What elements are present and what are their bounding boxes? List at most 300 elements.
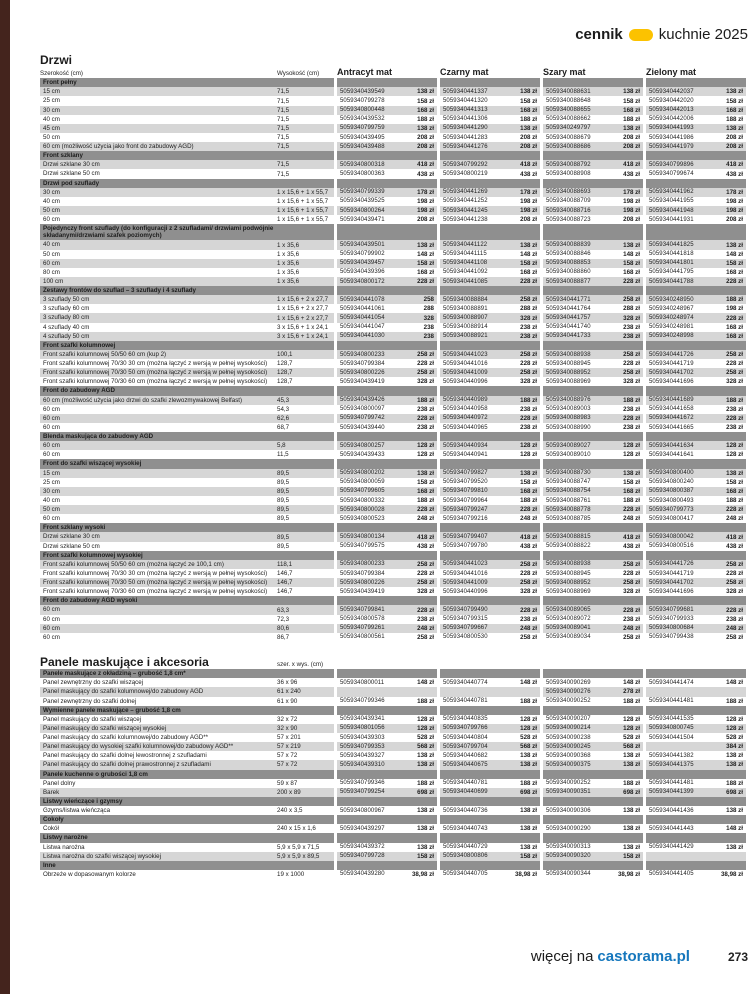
product-code: 5059340440781	[443, 780, 488, 787]
section-header-spacer	[646, 551, 746, 560]
product-price: 138 zł	[417, 752, 434, 760]
product-code: 5059340442020	[649, 98, 694, 104]
price-cell-zielony	[646, 414, 746, 423]
section-header-label: Blenda maskująca do zabudowy AGD	[43, 433, 154, 441]
price-cell-antracyt	[337, 615, 437, 624]
price-cell-antracyt	[337, 169, 437, 178]
product-price: 128 zł	[726, 451, 743, 459]
price-cell-antracyt	[337, 96, 437, 105]
product-code: 5059340090368	[546, 752, 591, 759]
price-cell-antracyt	[337, 197, 437, 206]
product-price: 208 zł	[623, 134, 640, 141]
section-header-spacer	[337, 386, 437, 395]
price-cell-szary	[543, 450, 643, 459]
product-cell	[40, 405, 334, 414]
product-code: 5059340440729	[443, 844, 488, 851]
product-name: 60 cm	[43, 216, 60, 224]
price-cell-zielony	[646, 788, 746, 797]
product-code: 5059340441290	[443, 125, 488, 132]
product-code: 5059340800417	[649, 515, 694, 522]
product-price: 178 zł	[726, 188, 743, 196]
product-price: 168 zł	[520, 106, 537, 114]
product-code: 5059340089072	[546, 616, 591, 623]
table-row	[40, 405, 748, 414]
product-price: 128 zł	[417, 442, 434, 450]
table-row	[40, 160, 748, 169]
product-code: 5059340441108	[443, 260, 488, 267]
product-code: 5059340440972	[443, 415, 488, 422]
product-code: 5059340090344	[546, 871, 591, 878]
section-header-spacer	[440, 459, 540, 468]
section-header-spacer	[646, 523, 746, 532]
product-size: 100,1	[277, 351, 293, 358]
product-code: 5059340800233	[340, 561, 385, 568]
section-header-cell	[40, 797, 334, 806]
price-cell-zielony	[646, 268, 746, 277]
section-header-spacer	[543, 432, 643, 441]
product-code: 5059340799605	[340, 488, 385, 495]
price-cell-szary	[543, 142, 643, 151]
product-price: 128 zł	[520, 715, 537, 723]
product-code: 5059340088648	[546, 98, 591, 104]
product-name: Panel maskujący do szafki wiszącej	[43, 715, 142, 723]
section-header-spacer	[440, 179, 540, 188]
product-price: 168 zł	[623, 106, 640, 114]
product-price: 138 zł	[520, 88, 537, 96]
product-code: 5059340439327	[340, 752, 385, 759]
product-code: 5059340799896	[649, 161, 694, 168]
price-cell-szary	[543, 188, 643, 197]
product-cell	[40, 742, 334, 751]
price-cell-czarny	[440, 569, 540, 578]
product-price: 258 zł	[726, 579, 743, 587]
product-code: 5059340800530	[443, 634, 488, 641]
price-cell-antracyt	[337, 742, 437, 751]
product-code: 5059340440699	[443, 789, 488, 796]
product-price: 188 zł	[726, 497, 743, 504]
section-header-spacer	[543, 551, 643, 560]
product-code: 5059340441788	[649, 278, 694, 285]
product-code: 5059340441641	[649, 451, 694, 458]
product-cell	[40, 578, 334, 587]
product-name: 80 cm	[43, 268, 60, 276]
product-price: 168 zł	[520, 268, 537, 276]
product-code: 5059340088839	[546, 242, 591, 248]
product-price: 138 zł	[726, 124, 743, 132]
price-cell-szary	[543, 124, 643, 133]
product-size: 89,5	[277, 469, 290, 477]
price-cell-czarny	[440, 633, 540, 642]
product-name: Panel maskujący do szafki dolnej prawostronnej z szufladami	[43, 761, 211, 769]
product-code: 5059340800219	[443, 171, 488, 177]
product-code: 5059340799278	[340, 98, 385, 104]
section-header-spacer	[646, 861, 746, 870]
table-row	[40, 133, 748, 142]
product-price: 698 zł	[417, 788, 434, 796]
product-price: 248 zł	[520, 515, 537, 523]
section-header-spacer	[646, 833, 746, 842]
price-cell-zielony	[646, 313, 746, 322]
section-header-cell	[40, 669, 334, 678]
product-code: 5059340088945	[546, 570, 591, 577]
product-code: 5059340800363	[340, 171, 385, 177]
section-header-spacer	[543, 386, 643, 395]
product-code: 5059340088976	[546, 397, 591, 404]
product-price: 238 zł	[520, 405, 537, 413]
product-price: 138 zł	[417, 88, 434, 96]
price-cell-szary	[543, 332, 643, 341]
product-code: 5059340090320	[546, 853, 591, 860]
product-name: Panel dolny	[43, 779, 76, 787]
price-cell-czarny	[440, 514, 540, 523]
product-size: 146,7	[277, 579, 293, 587]
price-cell-czarny	[440, 788, 540, 797]
section-header-spacer	[543, 669, 643, 678]
product-code: 5059340439501	[340, 242, 385, 248]
product-price: 248 zł	[623, 624, 640, 632]
price-cell-czarny	[440, 806, 540, 815]
product-name: Panel zewnętrzny do szafki wiszącej	[43, 679, 144, 687]
price-cell-antracyt	[337, 715, 437, 724]
product-code: 5059340441375	[649, 761, 694, 768]
product-code: 5059340800059	[340, 479, 385, 486]
product-price: 138 zł	[726, 469, 743, 477]
price-cell-antracyt	[337, 587, 437, 596]
product-price: 148 zł	[417, 679, 434, 687]
product-price: 158 zł	[623, 852, 640, 860]
price-cell-szary	[543, 405, 643, 414]
product-code: 5059340088716	[546, 207, 591, 214]
section-header-spacer	[337, 833, 437, 842]
product-price: 228 zł	[417, 278, 434, 285]
product-code: 5059340800578	[340, 616, 385, 623]
product-size: 61 x 240	[277, 688, 301, 696]
price-cell-zielony	[646, 450, 746, 459]
price-cell-zielony	[646, 96, 746, 105]
product-code: 5059340088969	[546, 378, 591, 385]
product-cell	[40, 852, 334, 861]
product-price: 248 zł	[726, 624, 743, 632]
section-header-spacer	[337, 861, 437, 870]
product-code: 5059340799315	[443, 616, 488, 623]
product-code: 5059340442013	[649, 107, 694, 114]
section-header-cell	[40, 179, 334, 188]
table-row	[40, 779, 748, 788]
product-price: 528 zł	[520, 734, 537, 742]
product-size: 1 x 15,6 + 1 x 55,7	[277, 207, 329, 214]
price-cell-zielony	[646, 824, 746, 833]
price-tables	[40, 54, 748, 879]
product-price: 238 zł	[520, 332, 537, 340]
section-header-cell	[40, 523, 334, 532]
height-column-label: Wysokość (cm)	[277, 70, 320, 78]
product-code: 5059340088952	[546, 579, 591, 586]
product-name: Drzwi szklane 30 cm	[43, 533, 100, 541]
product-code: 5059340439457	[340, 260, 385, 267]
product-code: 5059340800172	[340, 278, 385, 285]
product-price: 328 zł	[520, 314, 537, 322]
product-price: 158 zł	[726, 478, 743, 486]
product-price: 328 zł	[726, 378, 743, 386]
product-price: 148 zł	[417, 250, 434, 258]
section-header-spacer	[337, 224, 437, 240]
section-header-label: Front do szafki wiszącej wysokiej	[43, 460, 142, 468]
table-row	[40, 487, 748, 496]
table-row	[40, 396, 748, 405]
product-cell	[40, 788, 334, 797]
price-cell-czarny	[440, 751, 540, 760]
price-cell-szary	[543, 624, 643, 633]
castorama-link[interactable]: castorama.pl	[597, 948, 690, 965]
product-price: 168 zł	[726, 268, 743, 276]
product-price: 228 zł	[417, 506, 434, 514]
table-row	[40, 678, 748, 687]
product-code: 5059340799728	[340, 853, 385, 860]
price-cell-czarny	[440, 332, 540, 341]
product-price: 208 zł	[520, 134, 537, 141]
product-price: 248 zł	[520, 624, 537, 632]
price-cell-antracyt	[337, 852, 437, 861]
product-size: 86,7	[277, 633, 290, 641]
product-name: 60 cm	[43, 606, 60, 614]
price-cell-szary	[543, 423, 643, 432]
product-cell	[40, 587, 334, 596]
price-cell-szary	[543, 377, 643, 386]
product-name: Front szafki kolumnowej 70/30 30 cm (można łączyć z wersją w pełnej wysokości)	[43, 360, 268, 368]
section-header-spacer	[646, 797, 746, 806]
product-price: 138 zł	[623, 843, 640, 851]
price-cell-szary	[543, 560, 643, 569]
product-price: 138 zł	[520, 843, 537, 851]
section-header-row	[40, 669, 748, 678]
price-cell-antracyt	[337, 469, 437, 478]
section-header-cell	[40, 432, 334, 441]
price-cell-antracyt	[337, 414, 437, 423]
product-size: 36 x 96	[277, 679, 298, 687]
product-code: 5059340440941	[443, 451, 488, 458]
product-price: 128 zł	[623, 442, 640, 450]
product-price: 258 zł	[520, 633, 537, 641]
price-cell-antracyt	[337, 560, 437, 569]
product-price: 148 zł	[726, 679, 743, 687]
product-code: 5059340439303	[340, 734, 385, 741]
product-price: 238	[423, 332, 434, 340]
section-header-row	[40, 861, 748, 870]
price-cell-czarny	[440, 724, 540, 733]
section-header-spacer	[440, 151, 540, 160]
price-cell-zielony	[646, 215, 746, 224]
table-row	[40, 359, 748, 368]
product-price: 238 zł	[623, 332, 640, 340]
section-header-cell	[40, 78, 334, 87]
product-price: 128 zł	[623, 451, 640, 459]
price-cell-szary	[543, 852, 643, 861]
product-code: 5059340439495	[340, 134, 385, 141]
product-name: 40 cm	[43, 115, 60, 123]
product-price: 438 zł	[726, 542, 743, 550]
product-code: 5059340090290	[546, 825, 591, 832]
product-code: 5059340799674	[649, 171, 694, 177]
product-code: 5059340248974	[649, 315, 694, 321]
section-header-row	[40, 833, 748, 842]
price-cell-zielony	[646, 605, 746, 614]
product-price: 178 zł	[417, 188, 434, 196]
price-cell-szary	[543, 206, 643, 215]
price-cell-zielony	[646, 852, 746, 861]
product-price: 228 zł	[520, 414, 537, 422]
product-price: 238 zł	[417, 424, 434, 431]
product-name: 45 cm	[43, 124, 60, 132]
table-row	[40, 206, 748, 215]
product-name: Listwa narożna	[43, 843, 85, 851]
price-cell-zielony	[646, 542, 746, 551]
price-cell-antracyt	[337, 313, 437, 322]
product-price: 258 zł	[726, 369, 743, 377]
section-header-label: Front szafki kolumnowej	[43, 341, 116, 349]
product-cell	[40, 87, 334, 96]
product-price: 258 zł	[623, 296, 640, 304]
product-price: 188 zł	[726, 115, 743, 123]
product-price: 258	[423, 296, 434, 304]
product-code: 5059340441962	[649, 189, 694, 196]
product-price: 138 zł	[417, 843, 434, 851]
product-price: 138 zł	[520, 761, 537, 769]
product-price: 228 zł	[726, 360, 743, 368]
product-price: 208 zł	[520, 143, 537, 151]
table-row	[40, 569, 748, 578]
product-cell	[40, 450, 334, 459]
price-cell-zielony	[646, 779, 746, 788]
section-header-spacer	[543, 286, 643, 295]
section-header-spacer	[337, 459, 437, 468]
price-cell-szary	[543, 487, 643, 496]
product-code: 5059340440996	[443, 378, 488, 385]
product-price: 158 zł	[417, 259, 434, 267]
section-header-spacer	[440, 551, 540, 560]
product-price: 208 zł	[726, 134, 743, 141]
price-cell-antracyt	[337, 687, 437, 696]
section-header-spacer	[337, 78, 437, 87]
product-code: 5059340088907	[443, 315, 488, 321]
product-size: 89,5	[277, 515, 290, 523]
product-price: 128 zł	[726, 724, 743, 732]
price-cell-czarny	[440, 377, 540, 386]
product-name: Panel maskujący do szafki kolumnowej/do zabudowy AGD	[43, 688, 204, 696]
product-price: 168 zł	[520, 487, 537, 495]
table-row	[40, 441, 748, 450]
product-name: 50 cm	[43, 133, 60, 141]
product-price: 38,98 zł	[514, 870, 537, 878]
price-cell-antracyt	[337, 697, 437, 706]
product-code: 5059340799704	[443, 743, 488, 750]
product-price: 228 zł	[520, 360, 537, 368]
product-size: 240 x 3,5	[277, 807, 303, 815]
product-code: 5059340440682	[443, 752, 488, 759]
product-price: 38,98 zł	[720, 870, 743, 878]
section-header-spacer	[337, 286, 437, 295]
product-price: 198 zł	[520, 207, 537, 214]
product-name: 4 szuflady 50 cm	[43, 332, 90, 340]
product-price: 228 zł	[726, 606, 743, 614]
product-code: 5059340090351	[546, 789, 591, 796]
price-cell-antracyt	[337, 124, 437, 133]
section-header-label: Panele maskujące z okładziną – grubość 1,8 cm*	[43, 670, 186, 678]
price-cell-zielony	[646, 742, 746, 751]
page-number: 273	[727, 949, 748, 964]
price-cell-szary	[543, 788, 643, 797]
table-row	[40, 142, 748, 151]
product-code: 5059340800332	[340, 497, 385, 504]
product-cell	[40, 304, 334, 313]
section-header-spacer	[646, 669, 746, 678]
section-header-spacer	[646, 706, 746, 715]
product-name: Drzwi szklane 50 cm	[43, 542, 100, 550]
price-cell-szary	[543, 96, 643, 105]
product-code: 5059340248967	[649, 305, 694, 312]
product-name: 40 cm	[43, 197, 60, 205]
price-cell-antracyt	[337, 542, 437, 551]
section-header-spacer	[543, 151, 643, 160]
table-row	[40, 259, 748, 268]
product-code: 5059340800400	[649, 470, 694, 477]
price-cell-czarny	[440, 313, 540, 322]
product-code: 5059340088815	[546, 534, 591, 540]
price-cell-zielony	[646, 197, 746, 206]
section-header-spacer	[543, 861, 643, 870]
product-cell	[40, 188, 334, 197]
product-cell	[40, 368, 334, 377]
product-code: 5059340441429	[649, 844, 694, 851]
product-code: 5059340441054	[340, 315, 385, 321]
section-header-row	[40, 224, 748, 240]
section-header-cell	[40, 833, 334, 842]
product-name: 3 szuflady 60 cm	[43, 305, 90, 313]
product-price: 328 zł	[623, 378, 640, 386]
product-price: 238 zł	[417, 615, 434, 623]
product-code: 5059340441740	[546, 324, 591, 331]
product-cell	[40, 806, 334, 815]
product-price: 698 zł	[623, 788, 640, 796]
product-price: 38,98 zł	[617, 870, 640, 878]
product-price: 228 zł	[623, 570, 640, 577]
price-cell-czarny	[440, 587, 540, 596]
product-code: 5059340800745	[649, 725, 694, 732]
price-cell-antracyt	[337, 824, 437, 833]
product-name: Panel maskujący do wysokiej szafki kolumnowej/do zabudowy AGD**	[43, 743, 234, 751]
product-name: 50 cm	[43, 506, 60, 514]
price-cell-czarny	[440, 678, 540, 687]
product-code: 5059340799254	[340, 789, 385, 796]
section-header-row	[40, 179, 748, 188]
price-cell-szary	[543, 169, 643, 178]
product-cell	[40, 687, 334, 696]
table-row	[40, 542, 748, 551]
table-row	[40, 852, 748, 861]
product-price: 418 zł	[417, 533, 434, 541]
price-cell-czarny	[440, 469, 540, 478]
product-code: 5059340090375	[546, 761, 591, 768]
color-column-label-antracyt: Antracyt mat	[337, 67, 393, 78]
section-header-row	[40, 459, 748, 468]
section-header-spacer	[440, 706, 540, 715]
price-cell-antracyt	[337, 733, 437, 742]
product-price: 228 zł	[726, 506, 743, 514]
product-price: 138 zł	[623, 807, 640, 815]
price-cell-czarny	[440, 852, 540, 861]
product-price: 384 zł	[726, 743, 743, 751]
price-cell-antracyt	[337, 514, 437, 523]
section-header-label: Listwy narożne	[43, 834, 88, 842]
